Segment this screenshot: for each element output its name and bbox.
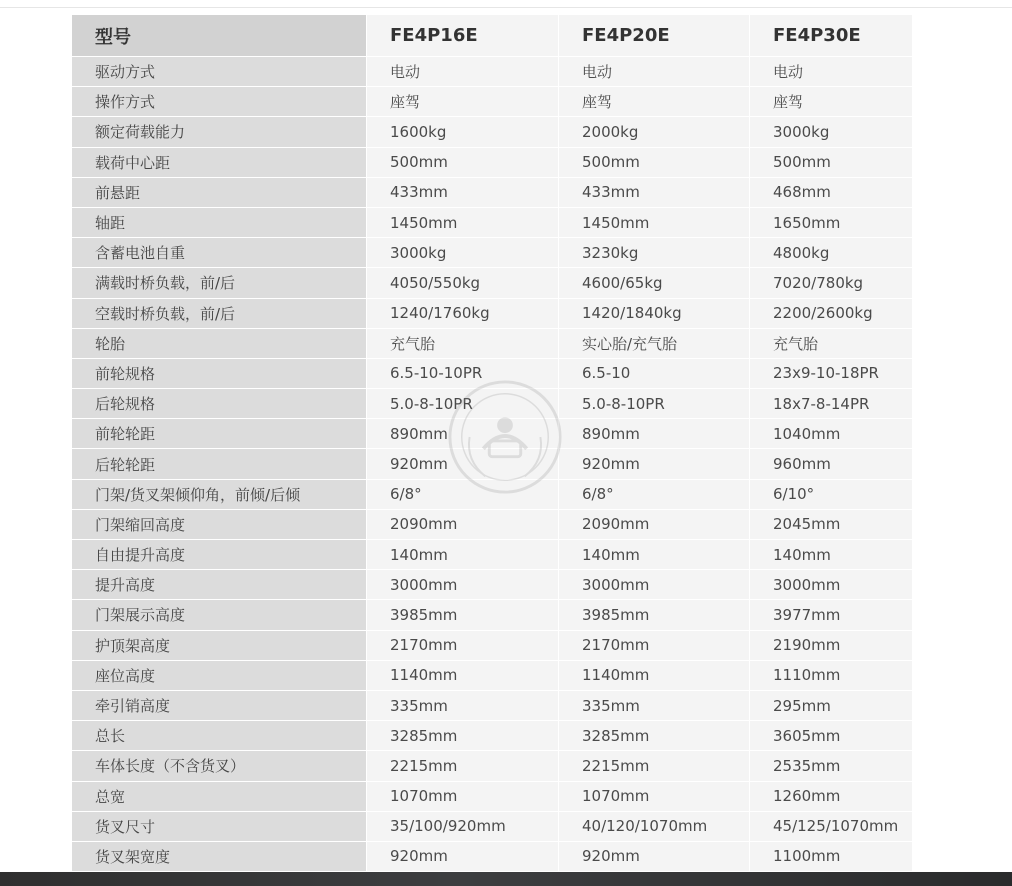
spec-value: 1070mm xyxy=(558,782,749,812)
spec-label: 座位高度 xyxy=(72,661,366,691)
spec-label: 自由提升高度 xyxy=(72,540,366,570)
spec-value: 335mm xyxy=(558,691,749,721)
spec-label: 轮胎 xyxy=(72,329,366,359)
spec-value: 2190mm xyxy=(749,631,912,661)
spec-value: 1420/1840kg xyxy=(558,299,749,329)
spec-value: 6.5-10 xyxy=(558,359,749,389)
spec-label: 前轮轮距 xyxy=(72,419,366,449)
top-divider xyxy=(0,7,1012,8)
spec-label: 后轮规格 xyxy=(72,389,366,419)
spec-label: 门架展示高度 xyxy=(72,600,366,630)
spec-row xyxy=(72,238,912,268)
spec-value: 3000mm xyxy=(366,570,558,600)
spec-value: 2535mm xyxy=(749,751,912,781)
spec-value: 4800kg xyxy=(749,238,912,268)
spec-value: 3000mm xyxy=(749,570,912,600)
spec-label: 提升高度 xyxy=(72,570,366,600)
spec-value: 335mm xyxy=(366,691,558,721)
spec-value: 295mm xyxy=(749,691,912,721)
spec-value: 890mm xyxy=(366,419,558,449)
spec-label: 前轮规格 xyxy=(72,359,366,389)
spec-value: 960mm xyxy=(749,449,912,479)
spec-value: 1140mm xyxy=(558,661,749,691)
spec-row xyxy=(72,148,912,178)
spec-value: 1140mm xyxy=(366,661,558,691)
spec-value: 1600kg xyxy=(366,117,558,147)
spec-label: 护顶架高度 xyxy=(72,631,366,661)
spec-value: 468mm xyxy=(749,178,912,208)
spec-value: 2200/2600kg xyxy=(749,299,912,329)
spec-value: 920mm xyxy=(558,842,749,872)
spec-body xyxy=(72,57,912,872)
spec-value: 座驾 xyxy=(558,87,749,117)
spec-value: 45/125/1070mm xyxy=(749,812,912,842)
spec-row xyxy=(72,782,912,812)
spec-value: 140mm xyxy=(366,540,558,570)
spec-value: 6/8° xyxy=(366,480,558,510)
spec-value: 3285mm xyxy=(366,721,558,751)
spec-label: 门架缩回高度 xyxy=(72,510,366,540)
spec-value: 1100mm xyxy=(749,842,912,872)
spec-value: 500mm xyxy=(558,148,749,178)
spec-value: 2170mm xyxy=(366,631,558,661)
spec-label: 总宽 xyxy=(72,782,366,812)
spec-row xyxy=(72,329,912,359)
spec-row xyxy=(72,661,912,691)
spec-label: 额定荷载能力 xyxy=(72,117,366,147)
spec-value: 2000kg xyxy=(558,117,749,147)
spec-row xyxy=(72,87,912,117)
model-header-fe4p20e: FE4P20E xyxy=(558,15,749,57)
spec-value: 座驾 xyxy=(749,87,912,117)
spec-label: 门架/货叉架倾仰角，前倾/后倾 xyxy=(72,480,366,510)
spec-row xyxy=(72,449,912,479)
spec-value: 2045mm xyxy=(749,510,912,540)
spec-value: 890mm xyxy=(558,419,749,449)
spec-value: 1450mm xyxy=(558,208,749,238)
model-header-fe4p30e: FE4P30E xyxy=(749,15,912,57)
spec-row xyxy=(72,117,912,147)
spec-label: 驱动方式 xyxy=(72,57,366,87)
spec-value: 座驾 xyxy=(366,87,558,117)
spec-value: 433mm xyxy=(366,178,558,208)
spec-value: 7020/780kg xyxy=(749,268,912,298)
spec-label: 牵引销高度 xyxy=(72,691,366,721)
spec-row xyxy=(72,812,912,842)
spec-table xyxy=(72,15,912,872)
spec-row xyxy=(72,480,912,510)
spec-row xyxy=(72,600,912,630)
spec-label: 前悬距 xyxy=(72,178,366,208)
spec-value: 2215mm xyxy=(366,751,558,781)
spec-label: 后轮轮距 xyxy=(72,449,366,479)
bottom-bar xyxy=(0,872,1012,886)
spec-value: 1650mm xyxy=(749,208,912,238)
spec-label: 车体长度（不含货叉） xyxy=(72,751,366,781)
spec-label: 空载时桥负载，前/后 xyxy=(72,299,366,329)
spec-value: 500mm xyxy=(366,148,558,178)
spec-value: 140mm xyxy=(558,540,749,570)
spec-label: 满载时桥负载，前/后 xyxy=(72,268,366,298)
spec-value: 500mm xyxy=(749,148,912,178)
spec-row xyxy=(72,359,912,389)
spec-label: 货叉架宽度 xyxy=(72,842,366,872)
spec-value: 实心胎/充气胎 xyxy=(558,329,749,359)
spec-value: 6.5-10-10PR xyxy=(366,359,558,389)
spec-value: 4050/550kg xyxy=(366,268,558,298)
spec-value: 920mm xyxy=(558,449,749,479)
spec-value: 3977mm xyxy=(749,600,912,630)
spec-value: 电动 xyxy=(749,57,912,87)
spec-label: 货叉尺寸 xyxy=(72,812,366,842)
spec-row xyxy=(72,751,912,781)
spec-value: 3985mm xyxy=(366,600,558,630)
spec-value: 433mm xyxy=(558,178,749,208)
spec-value: 3000mm xyxy=(558,570,749,600)
model-header-fe4p16e: FE4P16E xyxy=(366,15,558,57)
spec-row xyxy=(72,299,912,329)
spec-label: 载荷中心距 xyxy=(72,148,366,178)
spec-value: 6/10° xyxy=(749,480,912,510)
spec-label: 含蓄电池自重 xyxy=(72,238,366,268)
spec-value: 充气胎 xyxy=(749,329,912,359)
spec-value: 3000kg xyxy=(366,238,558,268)
spec-row xyxy=(72,268,912,298)
spec-label: 操作方式 xyxy=(72,87,366,117)
spec-value: 3230kg xyxy=(558,238,749,268)
spec-row xyxy=(72,510,912,540)
spec-row xyxy=(72,721,912,751)
spec-value: 2090mm xyxy=(366,510,558,540)
spec-label: 总长 xyxy=(72,721,366,751)
spec-value: 3605mm xyxy=(749,721,912,751)
spec-value: 2090mm xyxy=(558,510,749,540)
spec-value: 6/8° xyxy=(558,480,749,510)
spec-value: 1110mm xyxy=(749,661,912,691)
spec-value: 1240/1760kg xyxy=(366,299,558,329)
spec-value: 40/120/1070mm xyxy=(558,812,749,842)
spec-row xyxy=(72,57,912,87)
spec-row xyxy=(72,419,912,449)
spec-value: 3285mm xyxy=(558,721,749,751)
spec-value: 1040mm xyxy=(749,419,912,449)
spec-value: 3985mm xyxy=(558,600,749,630)
spec-value: 18x7-8-14PR xyxy=(749,389,912,419)
spec-value: 5.0-8-10PR xyxy=(558,389,749,419)
header-row xyxy=(72,15,912,57)
spec-value: 3000kg xyxy=(749,117,912,147)
spec-value: 2170mm xyxy=(558,631,749,661)
spec-value: 电动 xyxy=(366,57,558,87)
spec-value: 920mm xyxy=(366,449,558,479)
spec-row xyxy=(72,842,912,872)
spec-value: 电动 xyxy=(558,57,749,87)
spec-value: 23x9-10-18PR xyxy=(749,359,912,389)
spec-row xyxy=(72,540,912,570)
spec-row xyxy=(72,178,912,208)
spec-value: 4600/65kg xyxy=(558,268,749,298)
spec-label: 轴距 xyxy=(72,208,366,238)
spec-value: 1070mm xyxy=(366,782,558,812)
spec-value: 5.0-8-10PR xyxy=(366,389,558,419)
spec-row xyxy=(72,691,912,721)
spec-row xyxy=(72,208,912,238)
spec-value: 920mm xyxy=(366,842,558,872)
spec-row xyxy=(72,631,912,661)
spec-row xyxy=(72,570,912,600)
spec-value: 1260mm xyxy=(749,782,912,812)
spec-value: 2215mm xyxy=(558,751,749,781)
spec-row xyxy=(72,389,912,419)
header-label: 型号 xyxy=(72,15,366,57)
spec-value: 充气胎 xyxy=(366,329,558,359)
spec-value: 1450mm xyxy=(366,208,558,238)
spec-value: 140mm xyxy=(749,540,912,570)
spec-value: 35/100/920mm xyxy=(366,812,558,842)
